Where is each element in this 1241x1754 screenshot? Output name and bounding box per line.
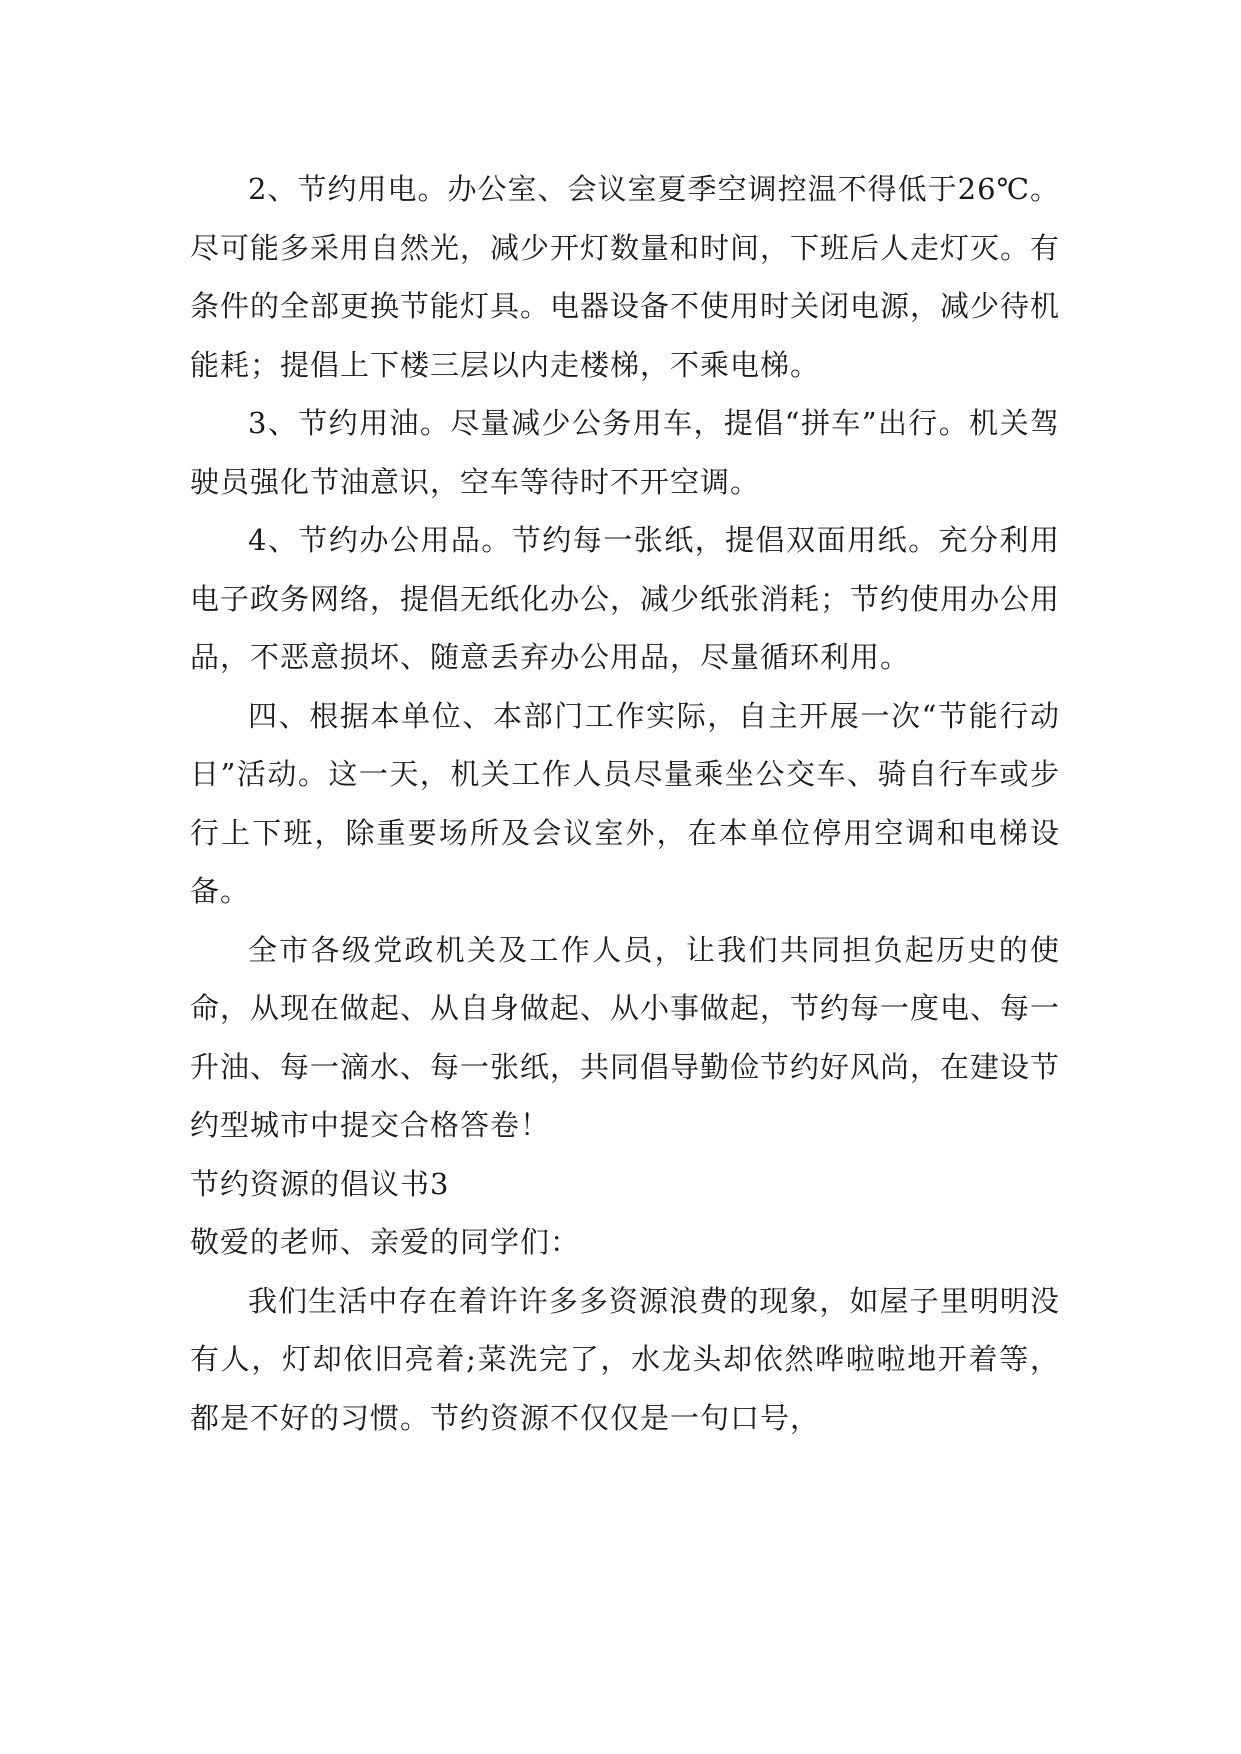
paragraph-energy-action-day: 四、根据本单位、本部门工作实际，自主开展一次“节能行动日”活动。这一天，机关工作人员尽量乘坐公交车、骑自行车或步行上下班，除重要场所及会议室外，在本单位停用空调和电梯设备。 xyxy=(190,698,1060,908)
paragraph-electricity: 2、节约用电。办公室、会议室夏季空调控温不得低于26℃。尽可能多采用自然光，减少开灯数量和时间，下班后人走灯灭。有条件的全部更换节能灯具。电器设备不使用时关闭电源，减少待机能耗；提倡上下楼三层以内走楼梯，不乘电梯。 xyxy=(190,172,1061,382)
paragraph-closing-call: 全市各级党政机关及工作人员，让我们共同担负起历史的使命，从现在做起、从自身做起、从小事做起，节约每一度电、每一升油、每一滴水、每一张纸，共同倡导勤俭节约好风尚，在建设节约型城市中提交合格答卷！ xyxy=(190,932,1061,1142)
salutation: 敬爱的老师、亲爱的同学们： xyxy=(190,1225,581,1259)
paragraph-office-supplies: 4、节约办公用品。节约每一张纸，提倡双面用纸。充分利用电子政务网络，提倡无纸化办公，减少纸张消耗；节约使用办公用品，不恶意损坏、随意丢弃办公用品，尽量循环利用。 xyxy=(190,523,1061,674)
section-title: 节约资源的倡议书3 xyxy=(190,1166,450,1201)
paragraph-fuel: 3、节约用油。尽量减少公务用车，提倡“拼车”出行。机关驾驶员强化节油意识，空车等待时不开空调。 xyxy=(190,406,1060,499)
document-body xyxy=(190,160,1060,1447)
paragraph-waste-examples: 我们生活中存在着许许多多资源浪费的现象，如屋子里明明没有人，灯却依旧亮着;菜洗完了，水龙头却依然哗啦啦地开着等，都是不好的习惯。节约资源不仅仅是一句口号， xyxy=(190,1283,1060,1435)
